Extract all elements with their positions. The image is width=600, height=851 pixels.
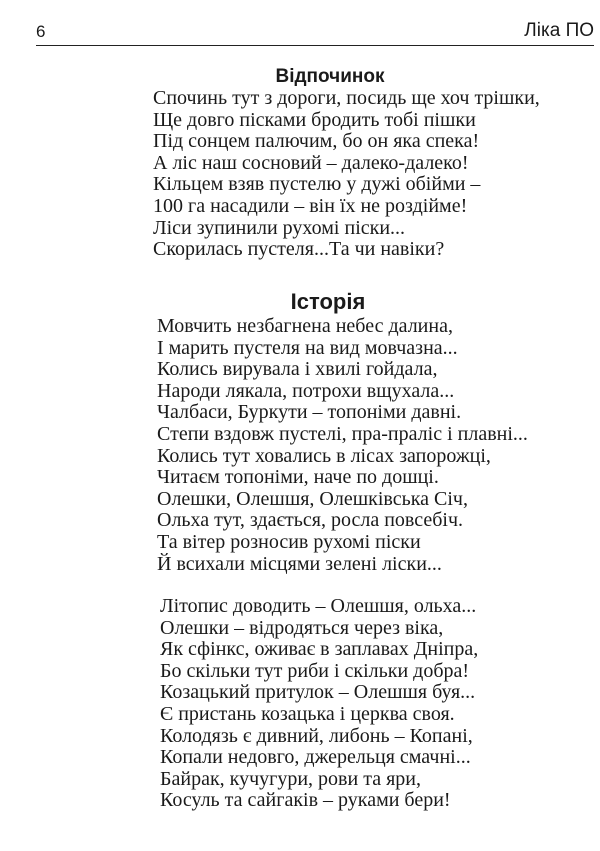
poem-line: Бо скільки тут риби і скільки добра! <box>160 659 470 682</box>
poem-stanza <box>157 316 528 575</box>
poem-line: Козацький притулок – Олешшя буя... <box>160 681 476 704</box>
poem-line: Спочинь тут з дороги, посидь ще хоч трішки, <box>153 87 540 109</box>
poem-line: Кільцем взяв пустелю у дужі обійми – <box>153 173 481 196</box>
poem-line: Колодязь є дивний, либонь – Копані, <box>160 724 473 747</box>
poem-line: Косуль та сайгаків – руками бери! <box>160 789 451 812</box>
poem-line: Й всихали місцями зелені ліски... <box>157 552 442 575</box>
poem-line: Чалбаси, Буркути – топоніми давні. <box>157 401 462 424</box>
poem-line: 100 га насадили – він їх не роздійме! <box>153 194 468 217</box>
poem-line: Олешки, Олешшя, Олешківська Січ, <box>157 487 468 510</box>
poem-title: Відпочинок <box>275 66 385 87</box>
poem-line: Читаєм топоніми, наче по дошці. <box>157 466 439 489</box>
poem-line: А ліс наш сосновий – далеко-далеко! <box>153 151 469 174</box>
poem-stanza <box>160 596 478 812</box>
poem-line: Ліси зупинили рухомі піски... <box>153 216 406 239</box>
poem-line: Колись тут ховались в лісах запорожці, <box>157 444 491 467</box>
poem-line: Як сфінкс, оживає в заплавах Дніпра, <box>160 638 479 661</box>
poem-line: Мовчить незбагнена небес далина, <box>157 315 453 337</box>
poem-line: Ще довго пісками бродить тобі пішки <box>153 108 476 131</box>
poem-body <box>153 88 540 261</box>
page-number: 6 <box>36 22 46 41</box>
poem-line: Степи вздовж пустелі, пра-праліс і плавні... <box>157 422 528 445</box>
poem-line: Копали недовго, джерельця смачні... <box>160 746 471 769</box>
header-rule <box>36 45 594 46</box>
poem-line: Колись вирувала і хвилі гойдала, <box>157 358 438 381</box>
poem-line: Та вітер розносив рухомі піски <box>157 530 421 553</box>
poem-line: Байрак, кучугури, рови та яри, <box>160 767 421 790</box>
poem-line: Ольха тут, здається, росла повсебіч. <box>157 509 464 532</box>
poem-line: І марить пустеля на вид мовчазна... <box>157 336 458 359</box>
poem-line: Є пристань козацька і церква своя. <box>160 702 455 725</box>
poem-line: Олешки – відродяться через віка, <box>160 616 444 639</box>
poem-line: Народи лякала, потрохи вщухала... <box>157 379 455 402</box>
poem-line: Літопис доводить – Олешшя, ольха... <box>160 595 477 617</box>
poem-title: Історія <box>290 289 366 314</box>
poem-line: Скорилась пустеля...Та чи навіки? <box>153 238 445 261</box>
poem-line: Під сонцем палючим, бо он яка спека! <box>153 130 480 153</box>
running-title: Ліка ПО <box>524 20 594 41</box>
